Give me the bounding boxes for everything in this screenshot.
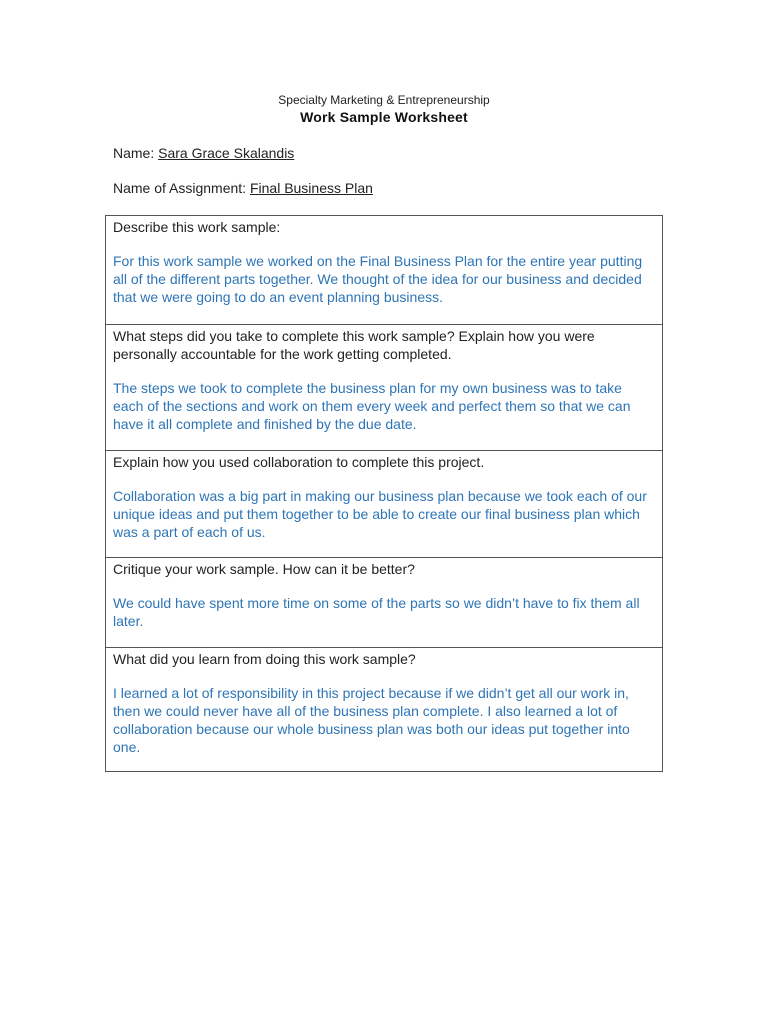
question-text: What did you learn from doing this work sample? — [113, 651, 416, 667]
question-text: What steps did you take to complete this work sample? Explain how you were personally accountable for the work getting completed. — [113, 328, 595, 362]
worksheet-table — [105, 215, 663, 772]
name-value: Sara Grace Skalandis — [158, 145, 295, 161]
answer-text: I learned a lot of responsibility in this project because if we didn’t get all our work in, then we could never have all of the business plan complete. I also learned a lot of collaboration because our whole business plan was both our ideas put together into one. — [113, 685, 630, 755]
answer-text: The steps we took to complete the business plan for my own business was to take each of the sections and work on them every week and perfect them so that we can have it all complete and finished by the due date. — [113, 380, 631, 432]
table-row — [106, 324, 662, 450]
question-text: Critique your work sample. How can it be better? — [113, 561, 415, 577]
page-title: Work Sample Worksheet — [300, 109, 468, 125]
table-row — [106, 450, 662, 557]
answer-text: We could have spent more time on some of the parts so we didn’t have to fix them all later. — [113, 595, 640, 629]
question-text: Explain how you used collaboration to complete this project. — [113, 454, 485, 470]
table-row — [106, 216, 662, 324]
assignment-label: Name of Assignment: — [113, 180, 250, 196]
assignment-name-field — [113, 180, 373, 196]
answer-text: For this work sample we worked on the Final Business Plan for the entire year putting all of the different parts together. We thought of the idea for our business and decided that we were going to do an event planning business. — [113, 253, 643, 305]
answer-text: Collaboration was a big part in making our business plan because we took each of our unique ideas and put them together to be able to create our final business plan which was a part of each of us. — [113, 488, 647, 540]
question-text: Describe this work sample: — [113, 219, 281, 235]
name-label: Name: — [113, 145, 159, 161]
assignment-value: Final Business Plan — [249, 180, 373, 196]
table-row — [106, 647, 662, 771]
course-name: Specialty Marketing & Entrepreneurship — [278, 93, 490, 107]
table-row — [106, 557, 662, 647]
student-name-field — [113, 145, 294, 161]
